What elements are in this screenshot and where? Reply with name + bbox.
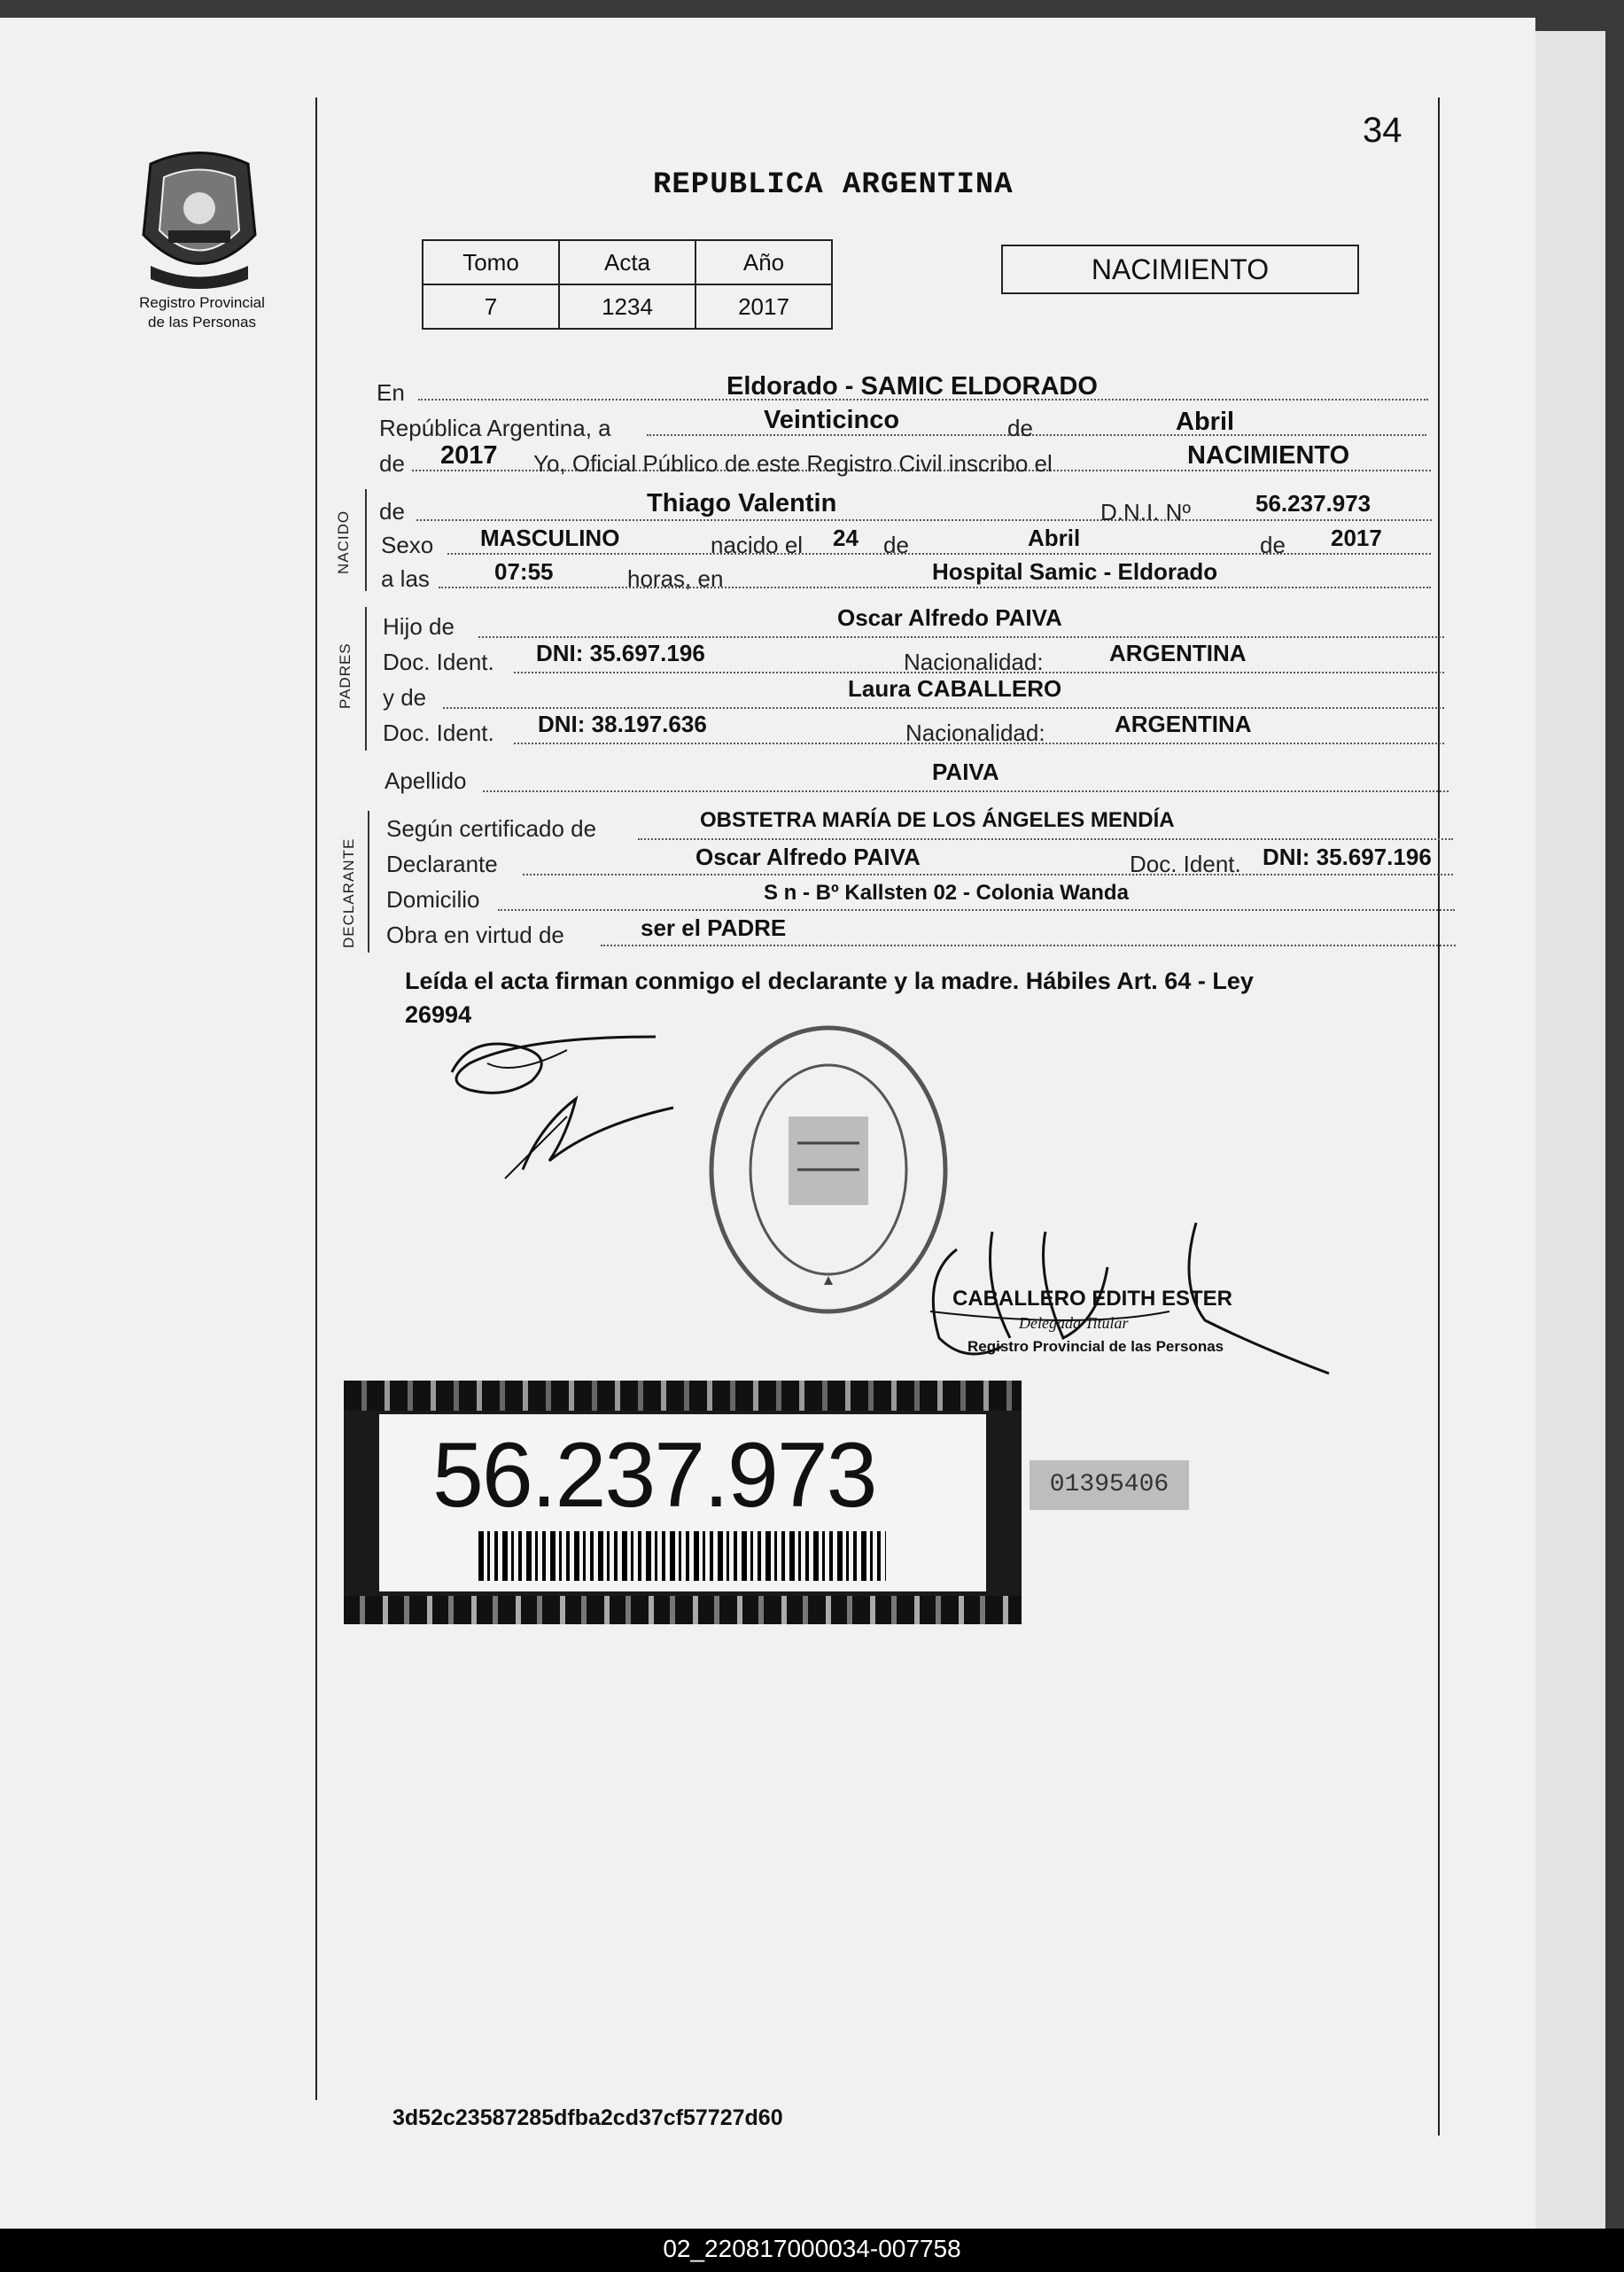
declarante-doc-value: DNI: 35.697.196 [1263,844,1432,870]
yde-line [443,707,1444,709]
apellido-value: PAIVA [932,759,999,785]
obra-value: ser el PADRE [641,914,787,941]
month-value: Abril [1176,408,1235,436]
nacido-section-label: NACIDO [335,510,352,574]
declarante-line [523,874,1453,875]
obra-line [601,945,1456,946]
footer-id: 02_220817000034-007758 [663,2235,961,2262]
col-ano: Año [695,240,832,284]
mother-doc-value: DNI: 38.197.636 [538,711,707,737]
doc-ident-label-1: Doc. Ident. [383,649,494,675]
father-doc-value: DNI: 35.697.196 [536,640,705,666]
birth-place-value: Hospital Samic - Eldorado [932,558,1218,585]
domicilio-label: Domicilio [386,886,480,913]
birth-year-value: 2017 [1331,525,1382,551]
officer-office: Registro Provincial de las Personas [967,1338,1224,1355]
declarante-value: Oscar Alfredo PAIVA [695,844,921,870]
barcode-card [379,1414,986,1591]
document-hash: 3d52c23587285dfba2cd37cf57727d60 [392,2105,783,2130]
page-title: REPUBLICA ARGENTINA [653,168,1014,202]
declarante-label: Declarante [386,851,498,877]
de-label: de [1007,415,1033,441]
child-dni-value: 56.237.973 [1255,490,1371,517]
sexo-value: MASCULINO [480,525,620,551]
father-nationality-value: ARGENTINA [1109,640,1247,666]
logo-caption-2: de las Personas [148,314,256,331]
en-value: Eldorado - SAMIC ELDORADO [727,372,1098,401]
nacido-name-line [416,519,1432,521]
birth-day-value: 24 [833,525,859,551]
birth-time-value: 07:55 [494,558,554,585]
page-number: 34 [1363,111,1403,150]
apellido-label: Apellido [385,767,467,794]
segun-value: OBSTETRA MARÍA DE LOS ÁNGELES MENDÍA [700,808,1175,832]
declarante-section-label: DECLARANTE [340,837,357,948]
domicilio-value: S n - Bº Kallsten 02 - Colonia Wanda [764,881,1129,905]
security-sticker [344,1381,1022,1624]
record-table [422,239,833,330]
alas-label: a las [381,565,430,592]
segun-line [638,838,1453,840]
nacido-de-label: de [379,498,405,525]
rep-label: República Argentina, a [379,415,611,441]
yde-label: y de [383,684,427,711]
closing-line-1: Leída el acta firman conmigo el declarante y la madre. Hábiles Art. 64 - Ley [405,968,1254,994]
hijo-line [478,636,1444,638]
declarant-signature-icon [434,1010,700,1187]
de-label-3: de [1260,532,1286,558]
left-margin-line [315,97,317,2100]
ano-value: 2017 [695,284,832,329]
sticker-pattern-bottom [344,1596,1022,1624]
closing-line-2: 26994 [405,1001,472,1028]
nacido-el-label: nacido el [711,532,804,558]
col-tomo: Tomo [423,240,559,284]
declarante-doc-label: Doc. Ident. [1130,851,1241,877]
segun-label: Según certificado de [386,815,597,842]
right-margin-line [1438,97,1440,2136]
day-value: Veinticinco [764,406,900,434]
padres-bracket [365,607,367,751]
horas-label: horas, en [627,565,724,592]
mother-nationality-value: ARGENTINA [1115,711,1252,737]
apellido-line [483,790,1449,792]
domicilio-line [498,909,1455,911]
nacionalidad-label-1: Nacionalidad: [904,649,1044,675]
en-label: En [377,379,405,406]
nacido-bracket [365,489,367,591]
acta-value: 1234 [559,284,695,329]
mother-name-value: Laura CABALLERO [848,675,1062,702]
logo-caption-1: Registro Provincial [139,294,265,311]
padres-section-label: PADRES [337,642,354,709]
birth-month-value: Abril [1028,525,1081,551]
tomo-value: 7 [423,284,559,329]
sexo-label: Sexo [381,532,434,558]
father-name-value: Oscar Alfredo PAIVA [837,604,1062,631]
declarante-bracket [368,811,369,953]
yo-text: Yo, Oficial Público de este Registro Civil inscribo el [533,450,1053,477]
misiones-emblem-icon [133,146,266,297]
officer-name: CABALLERO EDITH ESTER [952,1287,1233,1311]
alas-line [439,587,1431,588]
barcode-number: 56.237.973 [432,1424,876,1527]
officer-role: Delegada Titular [1019,1314,1129,1332]
de2-label: de [379,450,405,477]
obra-label: Obra en virtud de [386,922,564,948]
record-table-value-row [423,284,832,329]
year-value: 2017 [440,441,498,470]
doc-ident-label-2: Doc. Ident. [383,720,494,746]
col-acta: Acta [559,240,695,284]
act-type-box: NACIMIENTO [1001,245,1359,294]
child-name-value: Thiago Valentin [647,489,837,517]
sticker-pattern-top [344,1381,1022,1411]
serial-number: 01395406 [1030,1460,1189,1510]
nacionalidad-label-2: Nacionalidad: [905,720,1045,746]
barcode-bars [478,1531,886,1581]
act-value: NACIMIENTO [1187,441,1350,470]
de-label-2: de [883,532,909,558]
hijo-label: Hijo de [383,613,455,640]
record-table-header-row [423,240,832,284]
dni-label: D.N.I. Nº [1100,499,1191,525]
